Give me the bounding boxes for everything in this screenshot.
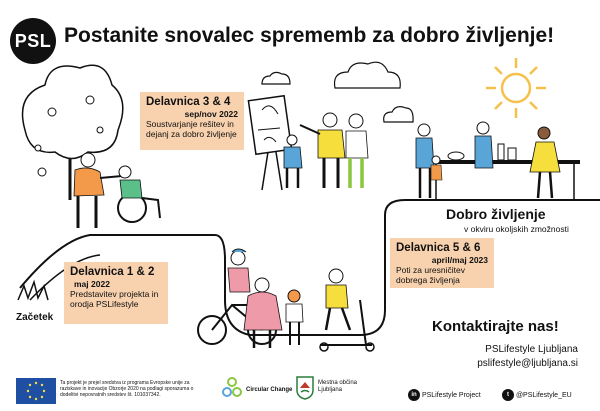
scooter-icon bbox=[320, 269, 374, 351]
twitter-icon: t bbox=[502, 389, 514, 401]
workshop-text: Soustvarjanje rešitev in dejanj za dobro življenje bbox=[146, 119, 237, 139]
workshop-card-3-4 bbox=[140, 92, 244, 150]
circular-change-label: Circular Change bbox=[246, 387, 293, 393]
cyclist bbox=[228, 249, 250, 292]
twitter-label: @PSLifestyle_EU bbox=[515, 391, 572, 399]
eu-funding-text: Ta projekt je prejel sredstva iz programa Evropske unije za raziskave in inovacije Obzorje 2020 na podlagi sporazuma o dodelitvi nepovratnih sredstev št. 101037342. bbox=[60, 380, 194, 398]
workshop-text: Predstavitev projekta in orodja PSLifestyle bbox=[70, 289, 159, 309]
coat-of-arms-icon bbox=[296, 376, 314, 400]
psl-logo bbox=[10, 18, 56, 64]
cloud-icon bbox=[384, 107, 413, 122]
logo-text: PSL bbox=[14, 30, 52, 51]
workshop-title: Delavnica 5 & 6 bbox=[396, 242, 481, 254]
person-orange bbox=[74, 153, 122, 228]
workshop-title: Delavnica 1 & 2 bbox=[70, 266, 155, 278]
cloud-icon bbox=[262, 72, 290, 84]
linkedin-icon: in bbox=[408, 389, 420, 401]
workshop-date: april/maj 2023 bbox=[431, 255, 488, 265]
linkedin-link[interactable] bbox=[408, 389, 481, 401]
contact-email[interactable]: pslifestyle@ljubljana.si bbox=[477, 358, 578, 369]
wheelchair-icon bbox=[118, 166, 160, 222]
people-workshop bbox=[284, 113, 368, 188]
tree-icon bbox=[23, 65, 123, 200]
mol-label: Mestna občina Ljubljana bbox=[318, 380, 358, 393]
cloud-icon bbox=[335, 62, 401, 88]
circular-change-icon bbox=[222, 376, 242, 400]
child bbox=[286, 290, 303, 345]
contact-title: Kontaktirajte nas! bbox=[432, 318, 559, 335]
workshop-date: sep/nov 2022 bbox=[184, 109, 238, 119]
goal-title: Dobro življenje bbox=[446, 206, 546, 222]
easel bbox=[248, 96, 291, 190]
workshop-title: Delavnica 3 & 4 bbox=[146, 96, 231, 108]
contact-name: PSLifestyle Ljubljana bbox=[485, 344, 578, 355]
sun-icon bbox=[486, 58, 546, 118]
twitter-link[interactable] bbox=[502, 389, 572, 401]
eu-flag-icon bbox=[16, 378, 56, 404]
workshop-card-5-6 bbox=[390, 238, 494, 288]
goal-subtitle: v okviru okoljskih zmožnosti bbox=[464, 224, 569, 234]
linkedin-label: PSLifestyle Project bbox=[421, 391, 481, 399]
workshop-card-1-2 bbox=[64, 262, 168, 324]
workshop-date: maj 2022 bbox=[74, 279, 110, 289]
market-scene bbox=[416, 122, 580, 200]
headline: Postanite snovalec sprememb za dobro življenje! bbox=[64, 24, 555, 47]
start-label: Začetek bbox=[16, 312, 54, 323]
workshop-text: Poti za uresničitev dobrega življenja bbox=[396, 265, 465, 285]
